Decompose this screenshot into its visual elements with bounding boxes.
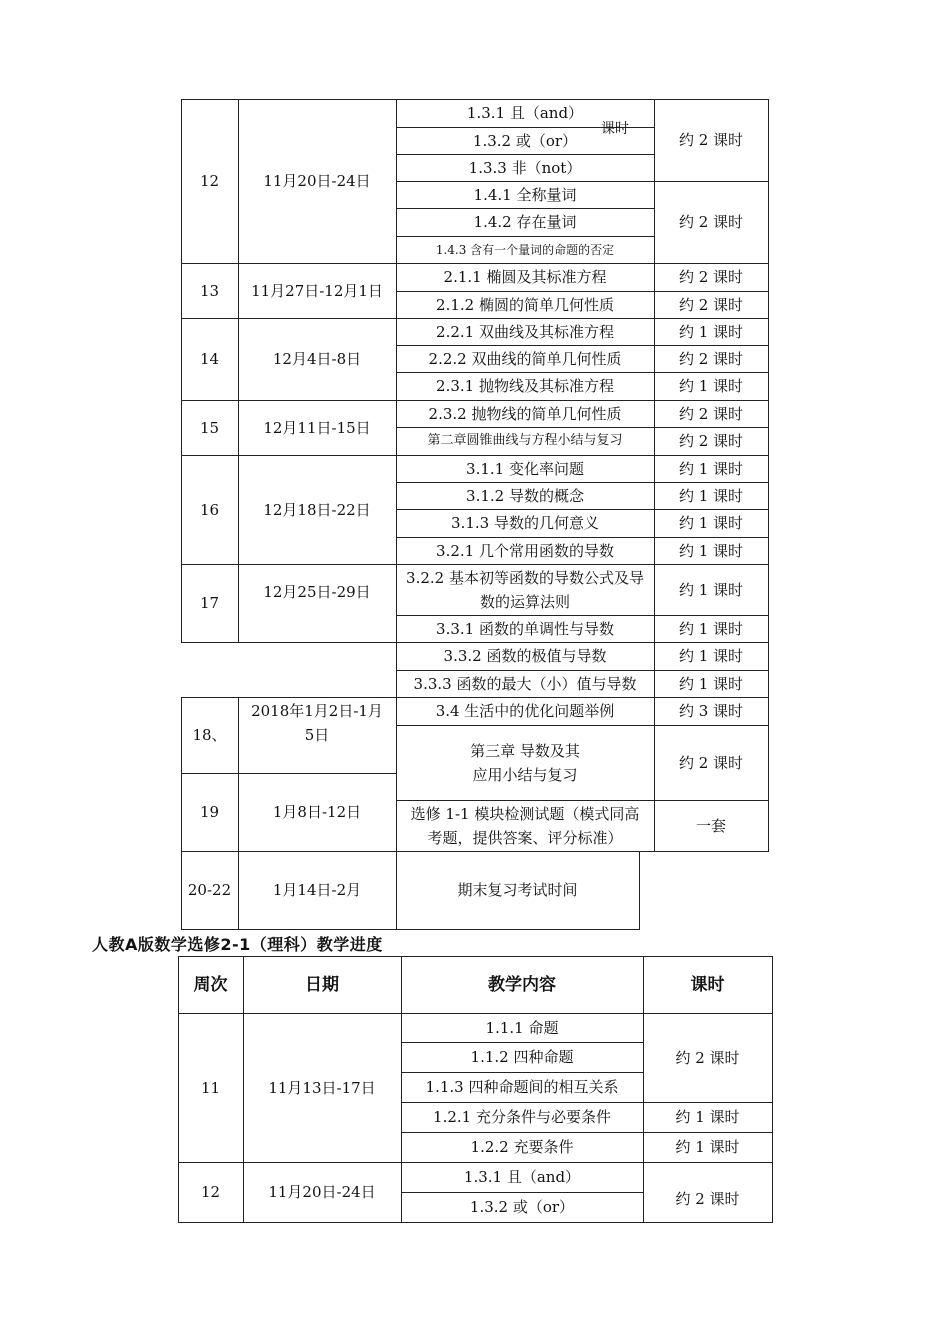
content-cell: 3.3.3 函数的最大（小）值与导数 <box>413 674 637 693</box>
hours-cell: 约 2 课时 <box>675 1048 740 1067</box>
content-cell: 3.3.2 函数的极值与导数 <box>443 647 607 665</box>
content-cell: 3.1.3 导数的几何意义 <box>451 514 599 532</box>
hours-cell: 约 2 课时 <box>678 268 744 286</box>
hours-cell: 约 2 课时 <box>675 1190 740 1208</box>
header-content: 教学内容 <box>488 974 556 995</box>
content-cell: 1.3.3 非（not） <box>468 158 582 177</box>
date-cell: 11月20日-24日 <box>263 172 371 190</box>
week-cell: 17 <box>199 594 220 612</box>
date-cell: 12月25日-29日 <box>263 582 371 601</box>
header-hours: 课时 <box>690 974 725 995</box>
content-cell: 1.2.1 充分条件与必要条件 <box>433 1108 611 1126</box>
week-cell: 18、 <box>192 726 227 744</box>
date-cell: 1月14日-2月 <box>272 881 362 899</box>
hours-cell: 约 2 课时 <box>678 404 744 423</box>
hours-cell: 约 1 课时 <box>678 377 744 395</box>
date-cell: 12月11日-15日 <box>263 418 371 437</box>
date-cell: 1月8日-12日 <box>272 803 362 821</box>
table-line <box>178 1222 773 1223</box>
week-cell: 12 <box>200 1183 221 1201</box>
content-cell: 2.1.1 椭圆及其标准方程 <box>443 268 607 286</box>
content-cell: 3.3.1 函数的单调性与导数 <box>436 619 614 638</box>
content-cell: 2.1.2 椭圆的简单几何性质 <box>436 295 614 314</box>
week-cell: 20-22 <box>187 881 232 899</box>
hours-cell: 约 2 课时 <box>678 349 744 368</box>
hours-cell: 约 1 课时 <box>678 647 744 665</box>
content-cell: 1.1.3 四种命题间的相互关系 <box>425 1078 619 1096</box>
content-cell: 2.3.1 抛物线及其标准方程 <box>436 377 614 395</box>
hours-cell: 约 1 课时 <box>675 1138 740 1156</box>
content-cell: 1.4.3 含有一个量词的命题的否定 <box>435 242 615 257</box>
date-cell: 11月13日-17日 <box>268 1078 376 1097</box>
week-cell: 12 <box>199 172 220 190</box>
content-cell: 3.2.2 基本初等函数的导数公式及导数的运算法则 <box>406 568 644 611</box>
table-line <box>772 956 773 1223</box>
hours-cell: 约 1 课时 <box>678 514 744 532</box>
hours-cell: 约 2 课时 <box>678 213 744 231</box>
hours-cell: 约 1 课时 <box>678 580 744 599</box>
hours-cell: 约 1 课时 <box>678 486 744 505</box>
hours-cell: 约 2 课时 <box>678 753 744 772</box>
content-cell: 选修 1-1 模块检测试题（模式同高考题，提供答案、评分标准） <box>410 804 640 847</box>
hours-cell: 约 1 课时 <box>678 459 744 478</box>
hours-cell: 一套 <box>695 816 726 835</box>
hours-cell: 约 2 课时 <box>678 131 744 149</box>
content-cell: 1.3.1 且（and） <box>463 1168 581 1186</box>
stray-text: 课时 <box>601 121 629 137</box>
date-cell: 11月20日-24日 <box>268 1183 376 1201</box>
content-cell: 2.3.2 抛物线的简单几何性质 <box>428 404 622 423</box>
content-cell: 第三章 导数及其应用小结与复习 <box>470 741 580 784</box>
week-cell: 11 <box>200 1078 221 1097</box>
content-cell: 3.1.1 变化率问题 <box>466 459 584 478</box>
hours-cell: 约 1 课时 <box>675 1108 740 1126</box>
hours-cell: 约 1 课时 <box>678 674 744 693</box>
content-cell: 3.2.1 几个常用函数的导数 <box>436 541 614 560</box>
date-cell: 12月4日-8日 <box>272 350 362 368</box>
hours-cell: 约 3 课时 <box>678 702 744 720</box>
table-title: 人教A版数学选修2-1（理科）教学进度 <box>92 935 383 954</box>
content-cell: 1.1.2 四种命题 <box>470 1048 574 1066</box>
content-cell: 2.2.2 双曲线的简单几何性质 <box>428 349 622 368</box>
content-cell: 第二章圆锥曲线与方程小结与复习 <box>427 433 623 448</box>
date-cell: 11月27日-12月1日 <box>251 281 383 300</box>
header-date: 日期 <box>305 974 339 995</box>
content-cell: 期末复习考试时间 <box>457 881 578 899</box>
hours-cell: 约 2 课时 <box>678 295 744 314</box>
content-cell: 2.2.1 双曲线及其标准方程 <box>436 322 614 341</box>
week-cell: 16 <box>199 500 220 519</box>
week-cell: 19 <box>199 803 220 821</box>
content-cell: 1.4.2 存在量词 <box>473 213 577 231</box>
content-cell: 1.3.1 且（and） <box>466 104 584 122</box>
content-cell: 1.3.2 或（or） <box>469 1198 575 1216</box>
week-cell: 13 <box>199 281 220 300</box>
header-week: 周次 <box>193 974 228 995</box>
hours-cell: 约 1 课时 <box>678 322 744 341</box>
week-cell: 15 <box>199 418 220 437</box>
date-cell: 12月18日-22日 <box>263 500 371 519</box>
hours-cell: 约 1 课时 <box>678 619 744 638</box>
date-cell: 2018年1月2日-1月5日 <box>251 702 383 744</box>
content-cell: 1.2.2 充要条件 <box>470 1138 574 1156</box>
content-cell: 3.4 生活中的优化问题举例 <box>435 702 615 720</box>
content-cell: 1.1.1 命题 <box>485 1018 559 1037</box>
content-cell: 1.4.1 全称量词 <box>473 185 577 204</box>
content-cell: 1.3.2 或（or） <box>472 131 578 150</box>
week-cell: 14 <box>199 350 220 368</box>
hours-cell: 约 2 课时 <box>678 432 744 450</box>
content-cell: 3.1.2 导数的概念 <box>466 486 584 505</box>
hours-cell: 约 1 课时 <box>678 541 744 560</box>
